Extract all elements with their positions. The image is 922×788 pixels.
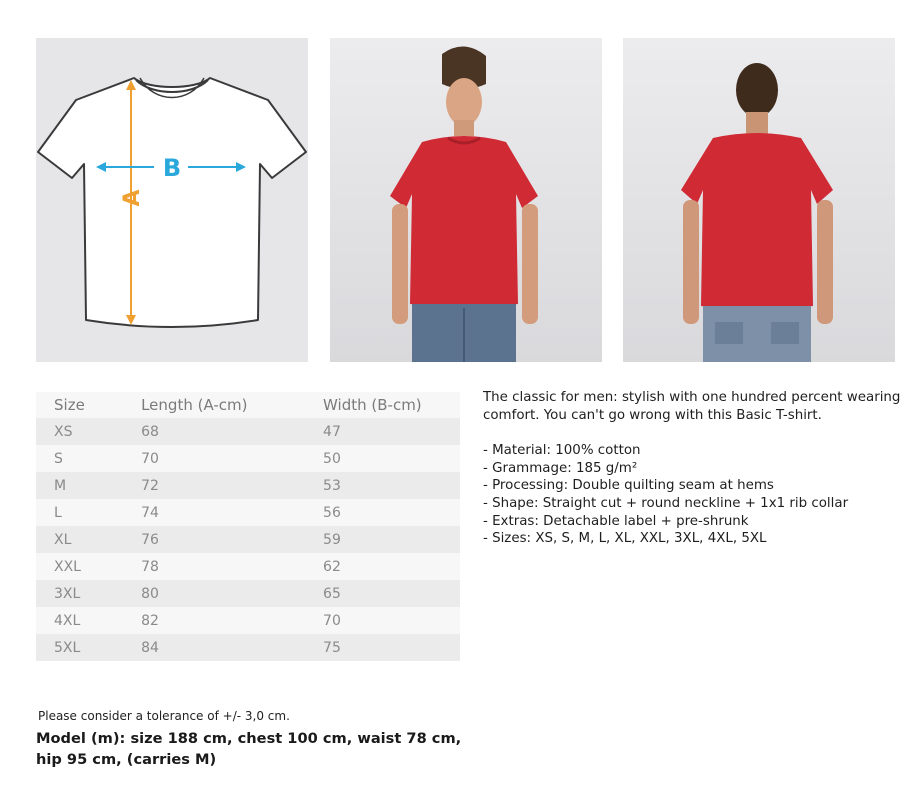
header-width: Width (B-cm) xyxy=(291,392,460,418)
width-cell: 53 xyxy=(291,472,460,499)
size-diagram xyxy=(36,38,308,362)
detail-item: - Processing: Double quilting seam at hems xyxy=(483,478,774,494)
length-cell: 80 xyxy=(99,580,291,607)
table-row xyxy=(36,445,460,472)
table-row xyxy=(36,553,460,580)
size-cell: XL xyxy=(36,526,99,553)
length-cell: 76 xyxy=(99,526,291,553)
tolerance-note: Please consider a tolerance of +/- 3,0 cm. xyxy=(38,709,290,723)
table-row xyxy=(36,526,460,553)
table-row xyxy=(36,607,460,634)
model-back-photo xyxy=(623,38,895,362)
size-cell: 5XL xyxy=(36,634,99,661)
size-cell: XS xyxy=(36,418,99,445)
detail-item: - Extras: Detachable label + pre-shrunk xyxy=(483,513,749,529)
length-cell: 82 xyxy=(99,607,291,634)
width-cell: 56 xyxy=(291,499,460,526)
size-cell: S xyxy=(36,445,99,472)
tshirt-measurement-illustration xyxy=(36,38,308,362)
width-cell: 50 xyxy=(291,445,460,472)
size-table-header xyxy=(36,392,460,418)
size-cell: M xyxy=(36,472,99,499)
size-table xyxy=(36,392,460,661)
length-cell: 78 xyxy=(99,553,291,580)
size-cell: 3XL xyxy=(36,580,99,607)
label-a: A xyxy=(120,189,145,207)
width-cell: 70 xyxy=(291,607,460,634)
table-row xyxy=(36,634,460,661)
product-description xyxy=(483,389,903,548)
model-info: Model (m): size 188 cm, chest 100 cm, waist 78 cm, hip 95 cm, (carries M) xyxy=(36,730,462,768)
header-size: Size xyxy=(36,392,99,418)
width-cell: 75 xyxy=(291,634,460,661)
table-row xyxy=(36,418,460,445)
length-cell: 72 xyxy=(99,472,291,499)
table-row xyxy=(36,472,460,499)
width-cell: 59 xyxy=(291,526,460,553)
width-cell: 47 xyxy=(291,418,460,445)
label-b: B xyxy=(162,154,182,182)
length-cell: 68 xyxy=(99,418,291,445)
table-row xyxy=(36,499,460,526)
width-cell: 62 xyxy=(291,553,460,580)
detail-item: - Grammage: 185 g/m² xyxy=(483,460,638,476)
detail-item: - Sizes: XS, S, M, L, XL, XXL, 3XL, 4XL, 5XL xyxy=(483,531,767,547)
detail-item: - Shape: Straight cut + round neckline + 1x1 rib collar xyxy=(483,495,849,511)
description-intro: The classic for men: stylish with one hundred percent wearing comfort. You can't go wrong with this Basic T-shirt. xyxy=(483,390,901,423)
size-cell: XXL xyxy=(36,553,99,580)
length-cell: 70 xyxy=(99,445,291,472)
size-cell: 4XL xyxy=(36,607,99,634)
table-row xyxy=(36,580,460,607)
detail-item: - Material: 100% cotton xyxy=(483,443,641,459)
product-details-list xyxy=(483,442,903,548)
length-cell: 84 xyxy=(99,634,291,661)
length-cell: 74 xyxy=(99,499,291,526)
header-length: Length (A-cm) xyxy=(99,392,291,418)
size-cell: L xyxy=(36,499,99,526)
width-cell: 65 xyxy=(291,580,460,607)
model-front-photo xyxy=(330,38,602,362)
